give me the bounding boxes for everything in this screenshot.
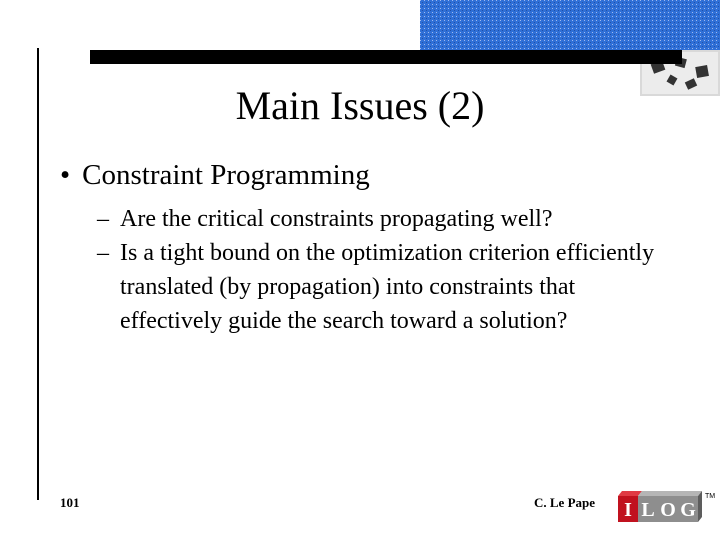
- svg-text:O: O: [660, 499, 676, 521]
- ilog-logo: [618, 488, 720, 530]
- sub-bullet-text: Are the critical constraints propagating well?: [120, 206, 553, 232]
- svg-text:I: I: [624, 499, 632, 521]
- author-name: C. Le Pape: [534, 495, 596, 510]
- page-number: 101: [60, 495, 80, 510]
- svg-text:G: G: [680, 499, 696, 521]
- bullet-text: Constraint Programming: [82, 159, 370, 191]
- svg-text:TM: TM: [705, 493, 716, 500]
- sub-bullet-text: Is a tight bound on the optimization criterion efficiently translated (by propagation) into constraints that effectively guide the search toward a solution?: [120, 240, 655, 334]
- dash-marker: –: [97, 206, 109, 232]
- bullet-marker: •: [60, 159, 71, 191]
- svg-text:L: L: [641, 499, 655, 521]
- bullet-item: [60, 156, 370, 194]
- slide-title: Main Issues (2): [235, 83, 485, 128]
- sub-bullet-item: [97, 236, 657, 338]
- dash-marker: –: [97, 240, 109, 266]
- title-rule-bar: [90, 50, 682, 64]
- sub-bullet-item: [97, 202, 657, 236]
- sub-bullet-list: [97, 202, 657, 338]
